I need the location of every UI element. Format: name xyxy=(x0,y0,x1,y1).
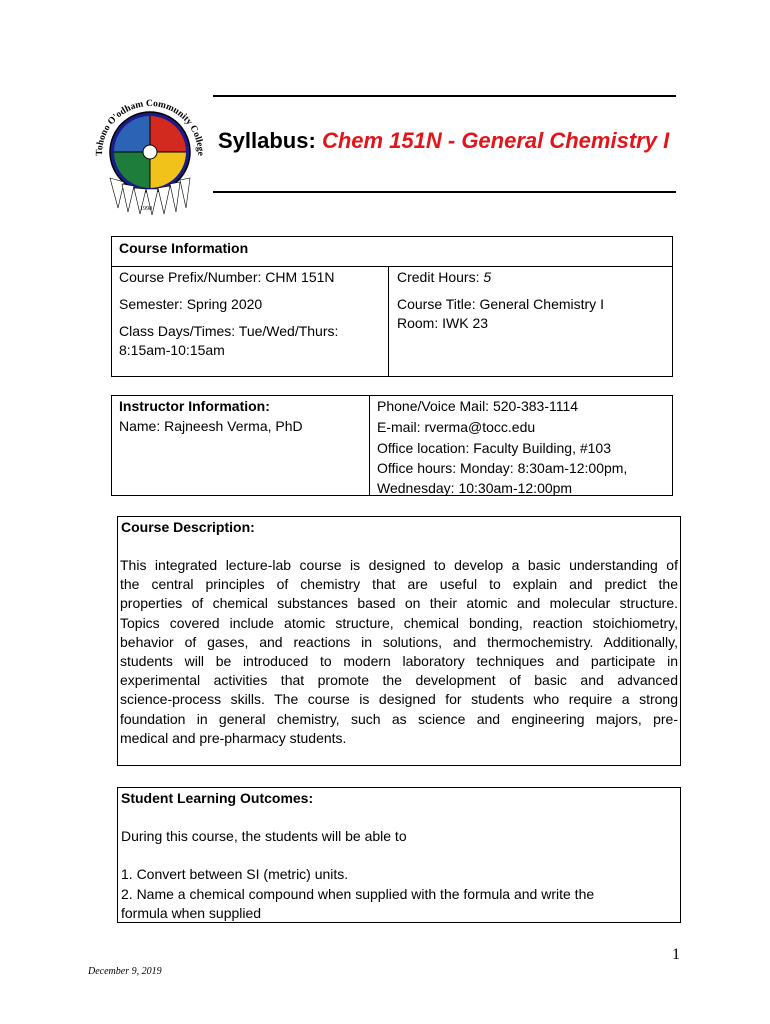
outcome-item-1: 1. Convert between SI (metric) units. xyxy=(121,866,349,882)
credit-hours-label: Credit Hours: xyxy=(397,269,484,285)
outcomes-intro: During this course, the students will be able to xyxy=(121,828,407,844)
description-line: This integrated lecture-lab course is designed to develop a basic understanding of xyxy=(120,557,678,573)
instructor-hours-2: Wednesday: 10:30am-12:00pm xyxy=(377,480,573,496)
course-title: Course Title: General Chemistry I xyxy=(397,296,604,312)
description-line: properties of chemical substances based on their atomic and molecular structure. xyxy=(120,595,678,612)
description-line: experimental activities that promote the development of basic and advanced xyxy=(120,672,678,689)
seal-year: 1998 xyxy=(140,206,152,212)
page-number: 1 xyxy=(672,946,680,963)
title-course: Chem 151N - General Chemistry I xyxy=(321,128,670,153)
description-line: medical and pre-pharmacy students. xyxy=(120,729,347,746)
outcomes-heading: Student Learning Outcomes: xyxy=(121,790,314,806)
description-line: students will be introduced to modern laboratory techniques and participate in xyxy=(120,653,678,670)
description-line: Topics covered include atomic structure, chemical bonding, reaction stoichiometry, xyxy=(120,614,678,631)
course-info-heading: Course Information xyxy=(119,240,249,256)
description-line: science-process skills. The course is designed for students who require a strong xyxy=(120,691,678,708)
instructor-email: E-mail: rverma@tocc.edu xyxy=(377,419,536,435)
instructor-name: Name: Rajneesh Verma, PhD xyxy=(119,418,303,434)
seal-arc-text: Tohono O'odham Community College xyxy=(94,98,206,156)
description-paragraph xyxy=(120,556,678,748)
room: Room: IWK 23 xyxy=(397,315,489,331)
title-label: Syllabus: xyxy=(218,128,316,153)
footer-date: December 9, 2019 xyxy=(88,966,162,977)
page-title xyxy=(218,128,669,154)
description-heading: Course Description: xyxy=(121,519,255,535)
course-prefix: Course Prefix/Number: CHM 151N xyxy=(119,269,335,285)
description-line: foundation in general chemistry, such as science and engineering majors, pre- xyxy=(120,710,678,727)
class-times: 8:15am-10:15am xyxy=(119,342,225,358)
instructor-office: Office location: Faculty Building, #103 xyxy=(377,440,611,456)
instructor-phone: Phone/Voice Mail: 520-383-1114 xyxy=(377,398,579,414)
credit-hours xyxy=(397,268,491,287)
header-top-rule xyxy=(213,95,676,97)
credit-hours-value: 5 xyxy=(483,269,492,285)
course-info-column-divider xyxy=(388,266,389,377)
course-info-heading-divider xyxy=(111,266,673,267)
outcome-item-2: 2. Name a chemical compound when supplied with the formula and write the xyxy=(121,886,595,902)
class-days: Class Days/Times: Tue/Wed/Thurs: xyxy=(119,323,339,339)
college-seal-logo xyxy=(88,92,212,216)
outcome-item-2-cont: formula when supplied xyxy=(121,905,262,921)
instructor-hours-1: Office hours: Monday: 8:30am-12:00pm, xyxy=(377,460,628,476)
semester: Semester: Spring 2020 xyxy=(119,296,263,312)
description-line: behavior of gases, and reactions in solutions, and thermochemistry. Additionally, xyxy=(120,633,678,650)
description-line: the central principles of chemistry that are useful to explain and predict the xyxy=(120,576,678,593)
header-bottom-rule xyxy=(213,191,676,193)
instructor-heading: Instructor Information: xyxy=(119,398,270,414)
instructor-column-divider xyxy=(369,395,370,496)
